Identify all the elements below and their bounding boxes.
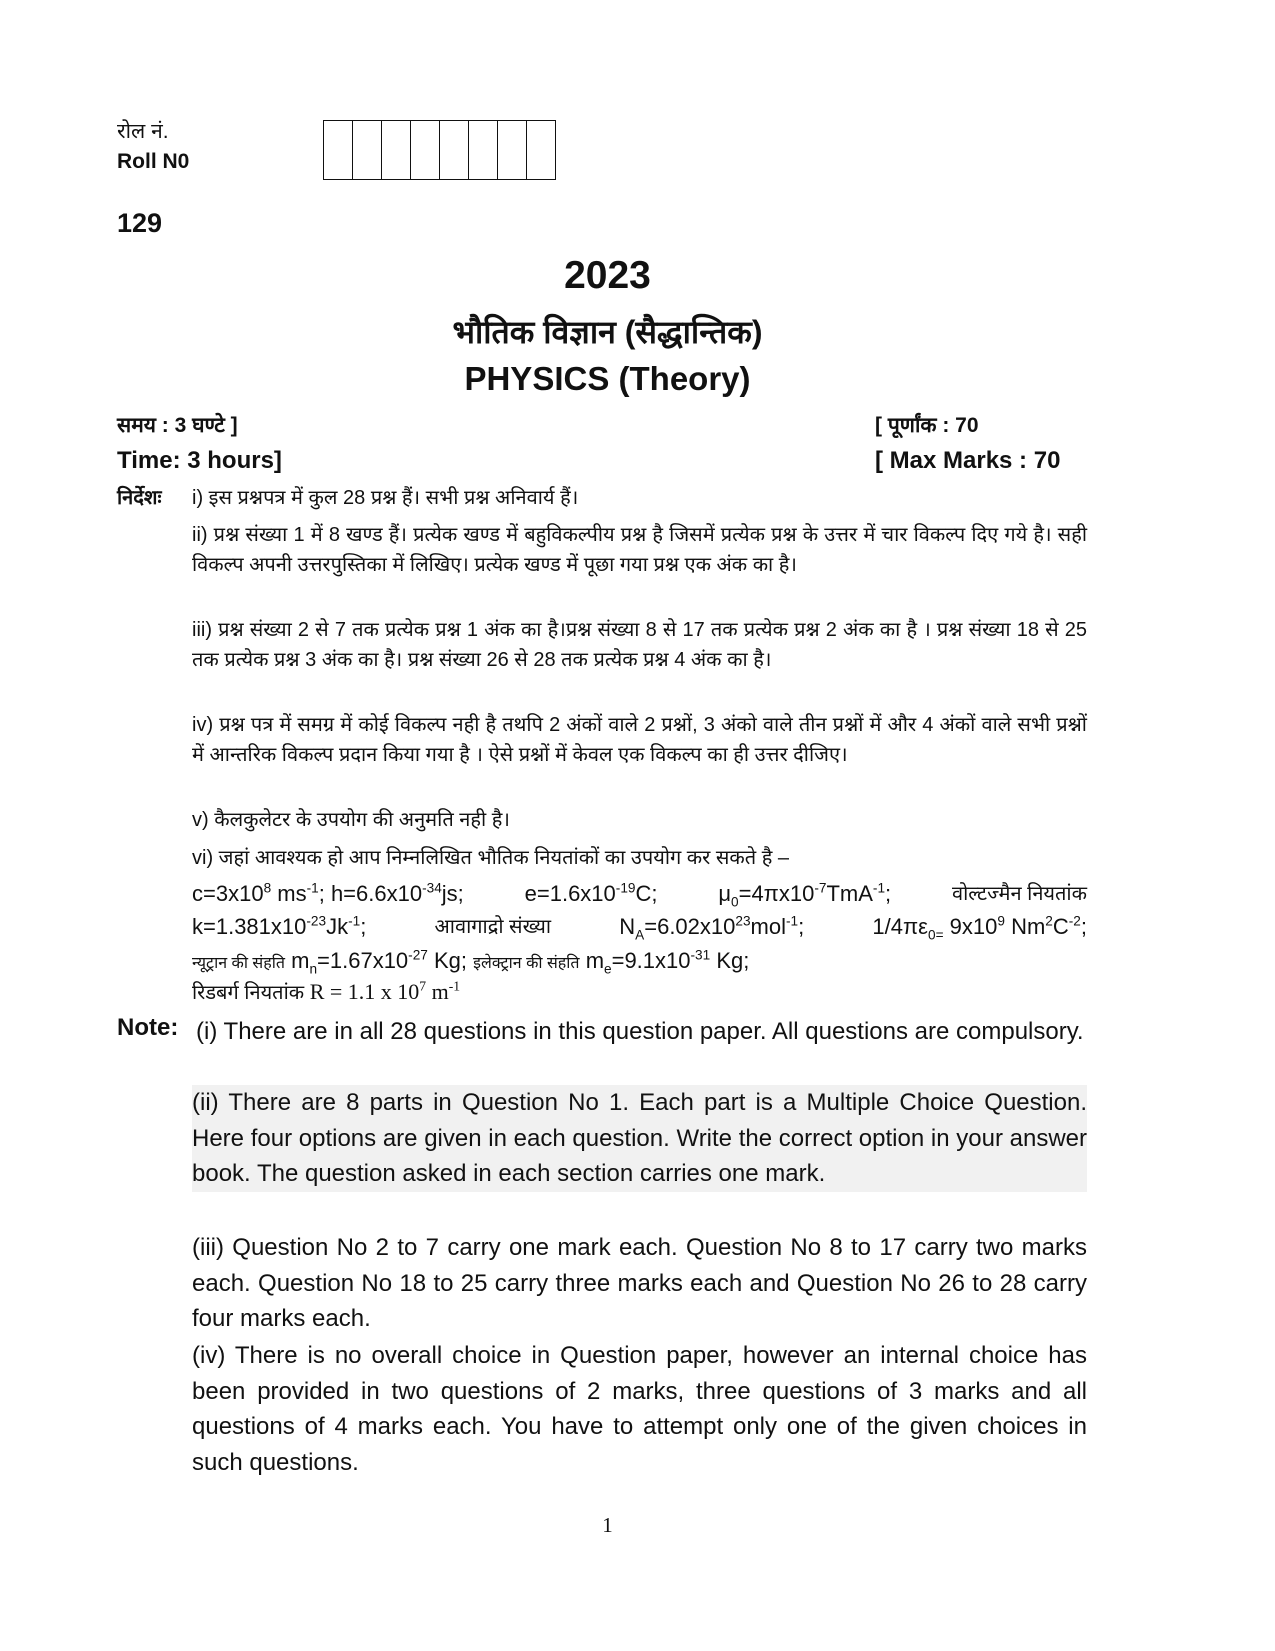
instruction-hindi-6: vi) जहां आवश्यक हो आप निम्नलिखित भौतिक नियतांकों का उपयोग कर सकते है – [192, 847, 790, 869]
note-english-4: (iv) There is no overall choice in Question paper, however an internal choice has been provided in two questions of 2 marks, three questions of 3 marks and all questions of 4 marks each. You have to attempt only one of the given choices in such questions. [192, 1342, 1087, 1476]
roll-digit-box[interactable] [411, 121, 440, 179]
roll-number-label [117, 117, 189, 177]
note-english-2: (ii) There are 8 parts in Question No 1. Each part is a Multiple Choice Question. Here four options are given in each question. Write the correct option in your answer book. The question asked in each section carries one mark. [192, 1085, 1087, 1192]
note-english-1: (i) There are in all 28 questions in this question paper. All questions are compulsory. [196, 1018, 1084, 1045]
constant-speed-of-light: $c=3x10^8$ $ms^{-1}$; $h=6.6x10^{-34}js$; [192, 880, 464, 906]
instruction-hindi-5: v) कैलकुलेटर के उपयोग की अनुमति नही है। [192, 809, 510, 831]
roll-digit-box[interactable] [469, 121, 498, 179]
roll-digit-box[interactable] [324, 121, 353, 179]
instruction-hindi-1: i) इस प्रश्नपत्र में कुल 28 प्रश्न हैं। सभी प्रश्न अनिवार्य हैं। [192, 487, 579, 509]
roll-label-hindi: रोल नं. [117, 120, 169, 143]
boltzmann-label: वोल्टज्मैन नियतांक [952, 883, 1087, 905]
constant-permeability: $\mu_0=4\pi x10^{-7}TmA^{-1}$; [718, 880, 892, 910]
page-number: 1 [602, 1513, 613, 1537]
exam-year: 2023 [564, 254, 651, 297]
constant-boltzmann: $k=1.381x10^{-23}Jk^{-1}$; [192, 913, 367, 939]
constant-electron-charge: $e=1.6x10^{-19}C$; [524, 880, 658, 906]
note-label-english: Note: [117, 1014, 179, 1041]
instruction-hindi-2: ii) प्रश्न संख्या 1 में 8 खण्ड हैं। प्रत्येक खण्ड में बहुविकल्पीय प्रश्न है जिसमें प्रत्येक प्रश्न के उत्तर में चार विकल्प दिए गये है। सही विकल्प अपनी उत्तरपुस्तिका में लिखिए। प्रत्येक खण्ड में पूछा गया प्रश्न एक अंक का है। [192, 524, 1087, 576]
neutron-mass-label: न्यूट्रान की संहति [192, 955, 285, 972]
roll-digit-box[interactable] [440, 121, 469, 179]
constants-line-4 [192, 977, 460, 1008]
time-english: Time: 3 hours] [117, 447, 282, 474]
rydberg-label: रिडबर्ग नियतांक [192, 982, 305, 1004]
note-english-3: (iii) Question No 2 to 7 carry one mark each. Question No 8 to 17 carry two marks each. Question No 18 to 25 carry three marks each and Question No 26 to 28 carry four marks each. [192, 1234, 1087, 1332]
constant-electron-mass: $m_e=9.1x10^{-31}$ Kg; [585, 947, 750, 977]
avogadro-label: आवागाद्रो संख्या [434, 916, 552, 938]
constant-coulomb: $1/4\pi\varepsilon_{0=}$ $9x10^9$ $Nm^2C^{-2}$; [872, 913, 1087, 943]
subject-title-english: PHYSICS (Theory) [464, 360, 751, 397]
paper-code: 129 [117, 208, 163, 238]
constant-neutron-mass: $m_n=1.67x10^{-27}$ Kg; [291, 947, 468, 977]
instructions-label-hindi: निर्देशः [117, 487, 162, 509]
roll-digit-box[interactable] [382, 121, 411, 179]
time-hindi: समय : 3 घण्टे ] [117, 414, 238, 437]
instruction-hindi-3: iii) प्रश्न संख्या 2 से 7 तक प्रत्येक प्रश्न 1 अंक का है।प्रश्न संख्या 8 से 17 तक प्रत्येक प्रश्न 2 अंक का है । प्रश्न संख्या 18 से 25 तक प्रत्येक प्रश्न 3 अंक का है। प्रश्न संख्या 26 से 28 तक प्रत्येक प्रश्न 4 अंक का है। [192, 619, 1087, 671]
constants-line-1 [192, 878, 1087, 910]
max-marks-hindi: [ पूर्णांक : 70 [875, 414, 979, 437]
constant-rydberg: R = 1.1 x $10^7$ $m^{-1}$ [309, 978, 461, 1004]
constants-line-2 [192, 911, 1087, 943]
roll-digit-box[interactable] [353, 121, 382, 179]
roll-number-boxes [323, 120, 556, 180]
electron-mass-label: इलेक्ट्रान की संहति [473, 955, 580, 972]
subject-title-hindi: भौतिक विज्ञान (सैद्धान्तिक) [452, 314, 763, 350]
max-marks-english: [ Max Marks : 70 [875, 447, 1061, 474]
instruction-hindi-4: iv) प्रश्न पत्र में समग्र में कोई विकल्प नही है तथपि 2 अंकों वाले 2 प्रश्नों, 3 अंको वाले तीन प्रश्नों में और 4 अंकों वाले सभी प्रश्नों में आन्तरिक विकल्प प्रदान किया गया है । ऐसे प्रश्नों में केवल एक विकल्प का ही उत्तर दीजिए। [192, 714, 1087, 766]
roll-label-english: Roll N0 [117, 150, 190, 173]
constant-avogadro: $N_A=6.02x10^{23}mol^{-1}$; [619, 913, 805, 943]
roll-digit-box[interactable] [498, 121, 527, 179]
constants-line-3 [192, 946, 749, 979]
roll-digit-box[interactable] [527, 121, 556, 179]
